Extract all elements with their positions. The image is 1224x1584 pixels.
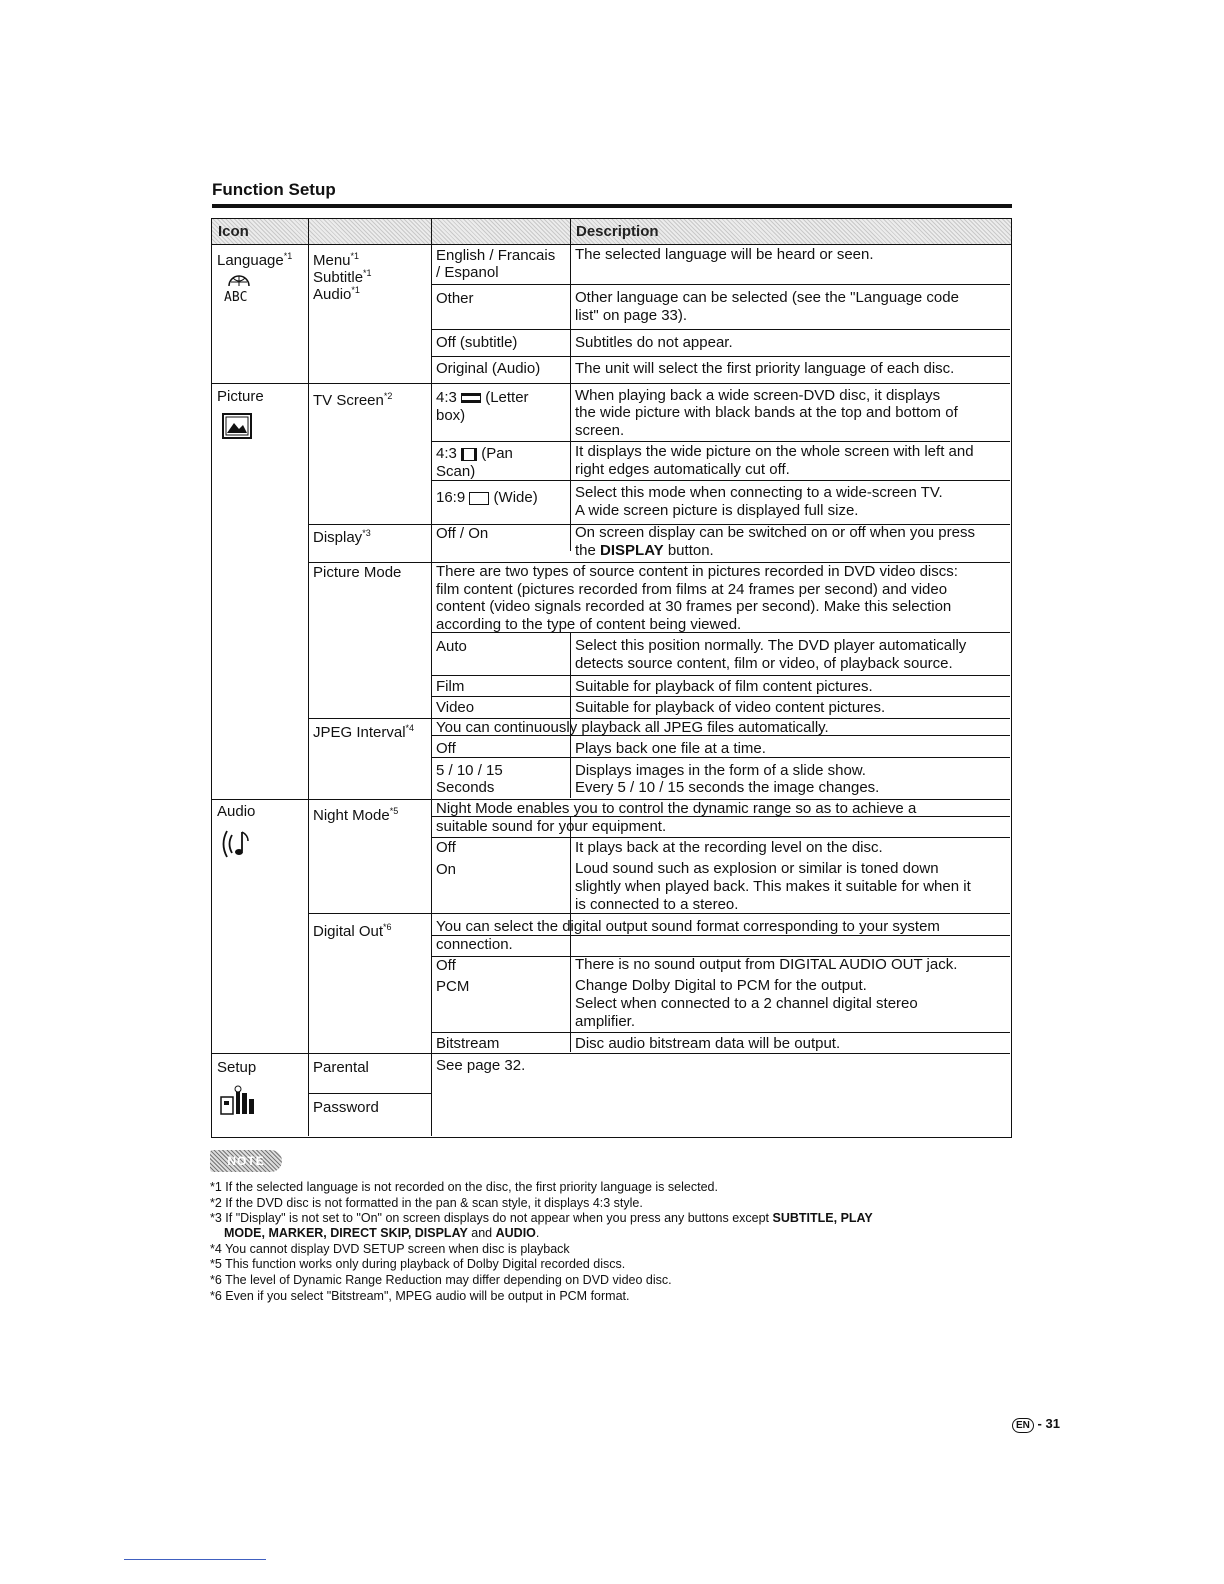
option-43-panscan-cont: Scan) <box>436 463 476 480</box>
desc-display-2: the DISPLAY button. <box>575 542 714 559</box>
header-description: Description <box>576 223 659 240</box>
option-original-audio: Original (Audio) <box>436 360 541 377</box>
panscan-icon <box>461 448 477 461</box>
option-5-10-15: 5 / 10 / 15 <box>436 762 503 779</box>
group-language: Language$^{*1}$ <box>217 251 293 269</box>
row-divider <box>431 356 1010 357</box>
option-night-on: On <box>436 861 457 878</box>
digital-out-desc-1: You can select the digital output sound format corresponding to your system <box>436 918 940 935</box>
item-password: Password <box>313 1099 379 1116</box>
setup-sliders-icon <box>218 1083 258 1117</box>
letterbox-icon <box>461 393 481 403</box>
item-subtitle: Subtitle$^{*1}$ <box>313 268 372 286</box>
desc-pcm-2: Select when connected to a 2 channel digital stereo <box>575 995 918 1012</box>
svg-text:ABC: ABC <box>224 290 248 304</box>
desc-letterbox-2: the wide picture with black bands at the top and bottom of <box>575 404 958 421</box>
row-divider <box>431 329 1010 330</box>
desc-digital-off: There is no sound output from DIGITAL AUDIO OUT jack. <box>575 956 958 973</box>
desc-panscan-1: It displays the wide picture on the whole screen with left and <box>575 443 974 460</box>
row-divider <box>431 441 1010 442</box>
option-43-letterbox-cont: box) <box>436 407 466 424</box>
picture-mode-desc-2: film content (pictures recorded from films at 24 frames per second) and video <box>436 581 948 598</box>
picture-mode-desc-4: according to the type of content being viewed. <box>436 616 742 633</box>
picture-mode-desc-3: content (video signals recorded at 30 frames per second). Make this selection <box>436 598 952 615</box>
footnote-4: *4 You cannot display DVD SETUP screen when disc is playback <box>210 1242 570 1256</box>
picture-icon <box>220 411 254 441</box>
row-divider <box>431 837 1010 838</box>
desc-night-on-2: slightly when played back. This makes it suitable for when it <box>575 878 971 895</box>
group-setup: Setup <box>217 1059 257 1076</box>
option-169-wide: 16:9 (Wide) <box>436 489 538 506</box>
footnote-3: *3 If "Display" is not set to "On" on screen displays do not appear when you press any buttons except SUBTITLE, PLAY <box>210 1211 873 1225</box>
desc-other-2: list" on page 33). <box>575 307 688 324</box>
row-divider <box>308 1093 431 1094</box>
desc-night-on-1: Loud sound such as explosion or similar is toned down <box>575 860 939 877</box>
row-divider <box>431 480 1010 481</box>
row-divider <box>431 1032 1010 1033</box>
page-number: EN - 31 <box>1012 1416 1060 1433</box>
jpeg-desc: You can continuously playback all JPEG files automatically. <box>436 719 829 736</box>
desc-original-audio: The unit will select the first priority language of each disc. <box>575 360 955 377</box>
item-night-mode: Night Mode$^{*5}$ <box>313 806 399 824</box>
desc-night-off: It plays back at the recording level on the disc. <box>575 839 883 856</box>
desc-off-subtitle: Subtitles do not appear. <box>575 334 733 351</box>
option-night-off: Off <box>436 839 456 856</box>
table-header <box>212 219 1011 245</box>
footnote-5: *5 This function works only during playback of Dolby Digital recorded discs. <box>210 1257 626 1271</box>
desc-display-1: On screen display can be switched on or off when you press <box>575 524 975 541</box>
option-off-subtitle: Off (subtitle) <box>436 334 518 351</box>
desc-video: Suitable for playback of video content pictures. <box>575 699 886 716</box>
col-divider <box>570 632 571 798</box>
desc-wide-2: A wide screen picture is displayed full size. <box>575 502 859 519</box>
note-badge: NOTE <box>210 1150 282 1172</box>
desc-film: Suitable for playback of film content pictures. <box>575 678 873 695</box>
item-jpeg-interval: JPEG Interval$^{*4}$ <box>313 723 415 741</box>
option-film: Film <box>436 678 465 695</box>
desc-night-on-3: is connected to a stereo. <box>575 896 739 913</box>
item-audio-language: Audio$^{*1}$ <box>313 285 360 303</box>
group-picture: Picture <box>217 388 264 405</box>
section-title: Function Setup <box>212 180 336 199</box>
desc-panscan-2: right edges automatically cut off. <box>575 461 790 478</box>
item-tv-screen: TV Screen$^{*2}$ <box>313 391 393 409</box>
footnote-1: *1 If the selected language is not recorded on the disc, the first priority language is selected. <box>210 1180 718 1194</box>
group-audio: Audio <box>217 803 256 820</box>
item-display: Display$^{*3}$ <box>313 528 371 546</box>
option-43-panscan: 4:3 (Pan <box>436 445 513 462</box>
desc-wide-1: Select this mode when connecting to a wide-screen TV. <box>575 484 943 501</box>
bottom-rule <box>124 1559 266 1560</box>
desc-letterbox-3: screen. <box>575 422 625 439</box>
footnote-6: *6 The level of Dynamic Range Reduction may differ depending on DVD video disc. <box>210 1273 672 1287</box>
option-seconds: Seconds <box>436 779 495 796</box>
desc-letterbox-1: When playing back a wide screen-DVD disc, it displays <box>575 387 941 404</box>
night-mode-desc-2: suitable sound for your equipment. <box>436 818 667 835</box>
option-pcm: PCM <box>436 978 470 995</box>
footnote-7: *6 Even if you select "Bitstream", MPEG audio will be output in PCM format. <box>210 1289 630 1303</box>
col-divider <box>308 219 309 1136</box>
desc-pcm-1: Change Dolby Digital to PCM for the output. <box>575 977 867 994</box>
desc-jpeg-off: Plays back one file at a time. <box>575 740 766 757</box>
option-43-letterbox: 4:3 (Letter <box>436 389 529 406</box>
option-digital-off: Off <box>436 957 456 974</box>
function-setup-table <box>211 218 1012 1138</box>
option-english: English / Francais <box>436 247 556 264</box>
language-abc-icon <box>220 269 258 305</box>
picture-mode-desc-1: There are two types of source content in pictures recorded in DVD video discs: <box>436 563 958 580</box>
row-divider <box>212 1053 1010 1054</box>
item-menu: Menu$^{*1}$ <box>313 251 360 269</box>
item-parental: Parental <box>313 1059 369 1076</box>
row-divider <box>431 284 1010 285</box>
en-language-badge: EN <box>1012 1418 1034 1433</box>
option-off-on: Off / On <box>436 525 489 542</box>
desc-auto-2: detects source content, film or video, of playback source. <box>575 655 953 672</box>
row-divider <box>212 383 1010 384</box>
option-espanol: / Espanol <box>436 264 499 281</box>
night-mode-desc-1: Night Mode enables you to control the dynamic range so as to achieve a <box>436 800 917 817</box>
row-divider <box>431 675 1010 676</box>
desc-bitstream: Disc audio bitstream data will be output. <box>575 1035 841 1052</box>
digital-out-desc-2: connection. <box>436 936 513 953</box>
row-divider <box>431 696 1010 697</box>
audio-sound-icon <box>218 827 254 861</box>
desc-auto-1: Select this position normally. The DVD player automatically <box>575 637 967 654</box>
desc-slideshow-1: Displays images in the form of a slide show. <box>575 762 866 779</box>
option-video: Video <box>436 699 475 716</box>
footnote-2: *2 If the DVD disc is not formatted in the pan & scan style, it displays 4:3 style. <box>210 1196 643 1210</box>
desc-pcm-3: amplifier. <box>575 1013 636 1030</box>
wide-icon <box>469 492 489 505</box>
title-rule <box>212 204 1012 208</box>
item-picture-mode: Picture Mode <box>313 564 402 581</box>
desc-other-1: Other language can be selected (see the "Language code <box>575 289 959 306</box>
desc-selected-language: The selected language will be heard or seen. <box>575 246 874 263</box>
footnote-3-cont: MODE, MARKER, DIRECT SKIP, DISPLAY and AUDIO. <box>224 1226 540 1240</box>
option-jpeg-off: Off <box>436 740 456 757</box>
option-other: Other <box>436 290 474 307</box>
desc-slideshow-2: Every 5 / 10 / 15 seconds the image changes. <box>575 779 880 796</box>
header-icon: Icon <box>218 223 249 240</box>
option-bitstream: Bitstream <box>436 1035 500 1052</box>
col-divider <box>570 219 571 551</box>
option-auto: Auto <box>436 638 467 655</box>
see-page-32: See page 32. <box>436 1057 526 1074</box>
item-digital-out: Digital Out$^{*6}$ <box>313 922 392 940</box>
